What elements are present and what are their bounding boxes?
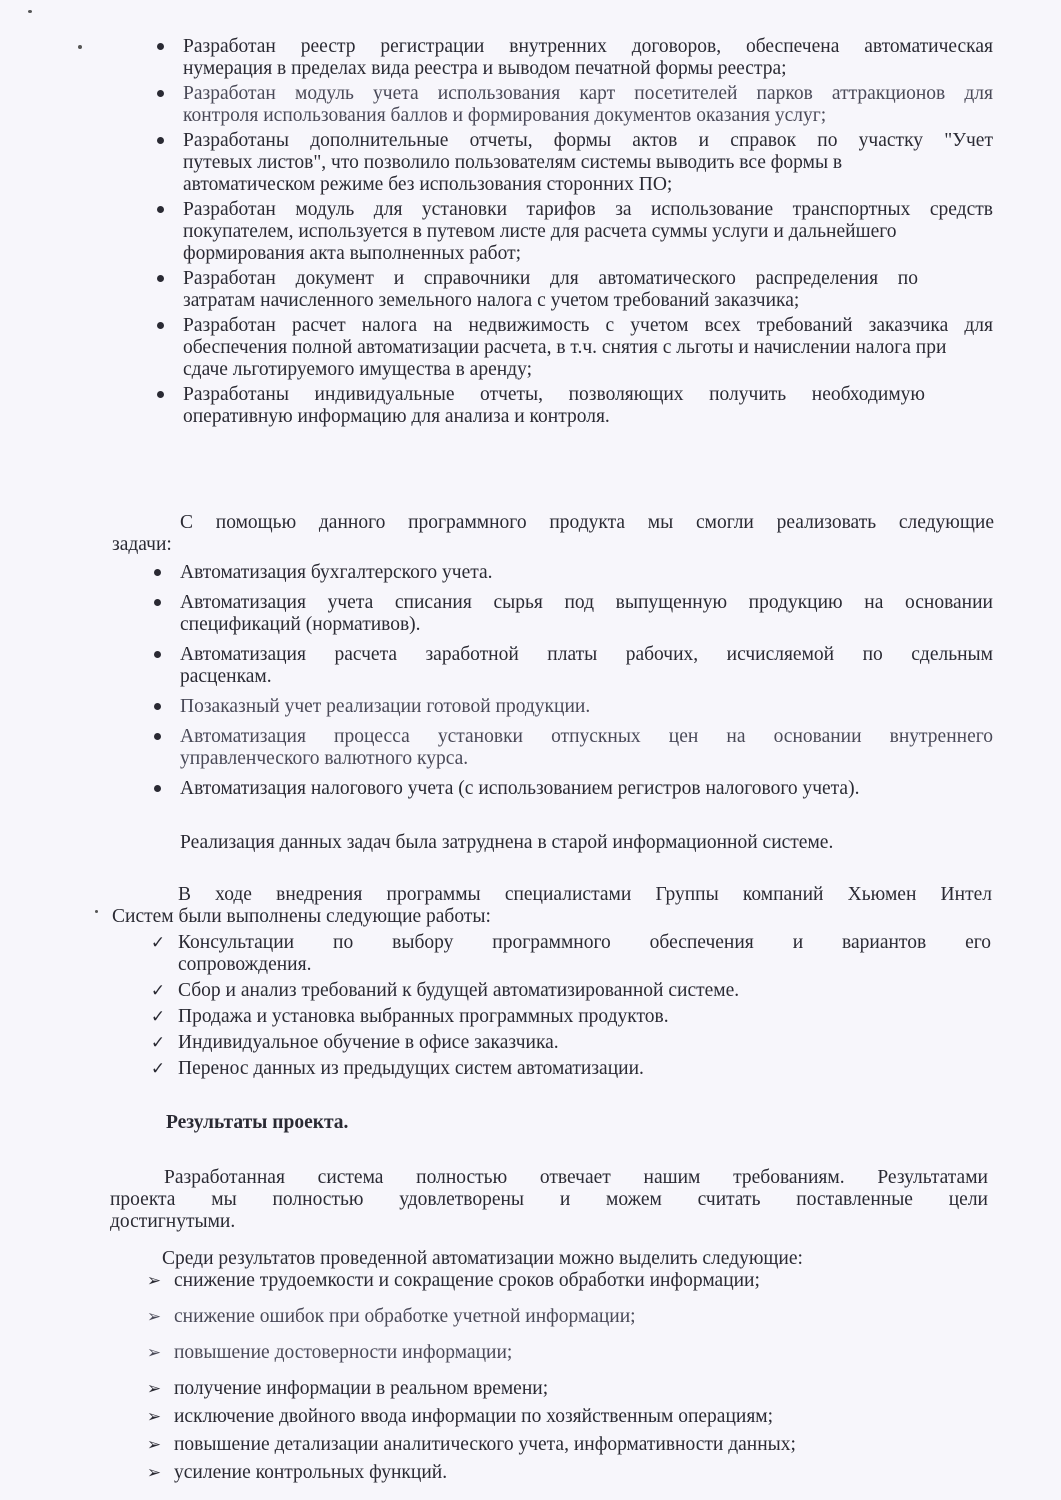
list-item [183,130,993,196]
tasks-note: Реализация данных задач была затруднена в старой информационной системе. [180,832,834,853]
works-intro [112,884,992,928]
item-line: Консультации по выбору программного обеспечения и вариантов его [178,932,991,953]
item-line: спецификаций (нормативов). [180,614,421,635]
list-item [183,315,993,381]
item-line: Индивидуальное обучение в офисе заказчика. [178,1032,559,1053]
list-item [180,726,993,770]
list-item [150,980,991,1002]
results-lead: Среди результатов проведенной автоматизации можно выделить следующие: [162,1248,803,1269]
works-list [150,932,991,1080]
list-item [183,83,993,127]
item-line: снижение ошибок при обработке учетной информации; [174,1306,636,1327]
item-line: Автоматизация бухгалтерского учета. [180,562,493,583]
item-line: Разработан расчет налога на недвижимость с учетом всех требований заказчика для [183,315,993,336]
arrow-icon: ➢ [146,1343,162,1363]
list-item [150,1058,991,1080]
check-icon: ✓ [150,1007,166,1027]
item-line: снижение трудоемкости и сокращение сроков обработки информации; [174,1270,760,1291]
arrow-icon: ➢ [146,1407,162,1427]
list-item [183,384,993,428]
arrow-icon: ➢ [146,1463,162,1483]
tasks-intro [112,512,994,556]
item-line: Разработаны индивидуальные отчеты, позволяющих получить необходимую [183,384,925,405]
list-item [180,696,993,718]
item-line: обеспечения полной автоматизации расчета, в т.ч. снятия с льготы и начислении налога при сдаче льготируемого имущества в аренду; [183,337,947,380]
item-line: контроля использования баллов и формирования документов оказания услуг; [183,105,827,126]
list-item [183,36,993,80]
results-paragraph [110,1167,988,1233]
check-icon: ✓ [150,981,166,1001]
paragraph-line: С помощью данного программного продукта мы смогли реализовать следующие [180,512,994,533]
item-line: Автоматизация расчета заработной платы рабочих, исчисляемой по сдельным [180,644,993,665]
item-line: Разработан документ и справочники для автоматического распределения по [183,268,918,289]
arrow-icon: ➢ [146,1271,162,1291]
list-item [146,1462,974,1484]
check-icon: ✓ [150,933,166,953]
check-icon: ✓ [150,1059,166,1079]
item-line: сопровождения. [178,954,312,975]
arrow-icon: ➢ [146,1307,162,1327]
item-line: повышение детализации аналитического учета, информативности данных; [174,1434,796,1455]
item-line: Автоматизация налогового учета (с использованием регистров налогового учета). [180,778,860,799]
list-item [146,1306,974,1328]
item-line: исключение двойного ввода информации по хозяйственным операциям; [174,1406,774,1427]
scan-speck [95,910,98,913]
item-line: путевых листов", что позволило пользователям системы выводить все формы в автоматическом режиме без использования сторонних ПО; [183,152,843,195]
item-line: Сбор и анализ требований к будущей автоматизированной системе. [178,980,740,1001]
development-list [183,36,993,431]
item-line: Продажа и установка выбранных программных продуктов. [178,1006,669,1027]
list-item [183,199,993,265]
item-line: Автоматизация учета списания сырья под выпущенную продукцию на основании [180,592,993,613]
item-line: Разработан реестр регистрации внутренних договоров, обеспечена автоматическая [183,36,993,57]
list-item [146,1342,974,1364]
list-item [146,1378,974,1400]
results-heading: Результаты проекта. [166,1112,349,1133]
item-line: затратам начисленного земельного налога с учетом требований заказчика; [183,290,800,311]
arrow-icon: ➢ [146,1435,162,1455]
item-line: повышение достоверности информации; [174,1342,513,1363]
list-item [146,1434,974,1456]
item-line: Разработаны дополнительные отчеты, формы актов и справок по участку "Учет [183,130,993,151]
item-line: получение информации в реальном времени; [174,1378,549,1399]
list-item [146,1270,974,1292]
list-item [180,562,993,584]
paragraph-line: проекта мы полностью удовлетворены и можем считать поставленные цели [110,1189,988,1210]
list-item [150,1006,991,1028]
item-line: расценкам. [180,666,272,687]
item-line: Перенос данных из предыдущих систем автоматизации. [178,1058,644,1079]
item-line: усиление контрольных функций. [174,1462,448,1483]
item-line: Автоматизация процесса установки отпускных цен на основании внутреннего [180,726,993,747]
item-line: Разработан модуль для установки тарифов за использование транспортных средств [183,199,993,220]
item-line: покупателем, используется в путевом листе для расчета суммы услуги и дальнейшего формирования акта выполненных работ; [183,221,897,264]
list-item [180,644,993,688]
item-line: нумерация в пределах вида реестра и выводом печатной формы реестра; [183,58,787,79]
check-icon: ✓ [150,1033,166,1053]
item-line: Позаказный учет реализации готовой продукции. [180,696,591,717]
list-item [183,268,993,312]
scan-speck [78,45,82,49]
list-item [180,778,993,800]
paragraph-line: В ходе внедрения программы специалистами Группы компаний Хьюмен Интел [178,884,992,905]
list-item [146,1406,974,1428]
list-item [150,932,991,976]
item-line: управленческого валютного курса. [180,748,469,769]
item-line: оперативную информацию для анализа и контроля. [183,406,610,427]
arrow-icon: ➢ [146,1379,162,1399]
paragraph-line: достигнутыми. [110,1211,236,1232]
results-list [146,1270,974,1484]
list-item [150,1032,991,1054]
paragraph-line: задачи: [112,534,172,555]
paragraph-line: Систем были выполнены следующие работы: [112,906,491,927]
paragraph-line: Разработанная система полностью отвечает нашим требованиям. Результатами [164,1167,988,1188]
tasks-list [180,562,993,803]
scan-speck [28,10,32,13]
list-item [180,592,993,636]
item-line: Разработан модуль учета использования карт посетителей парков аттракционов для [183,83,993,104]
